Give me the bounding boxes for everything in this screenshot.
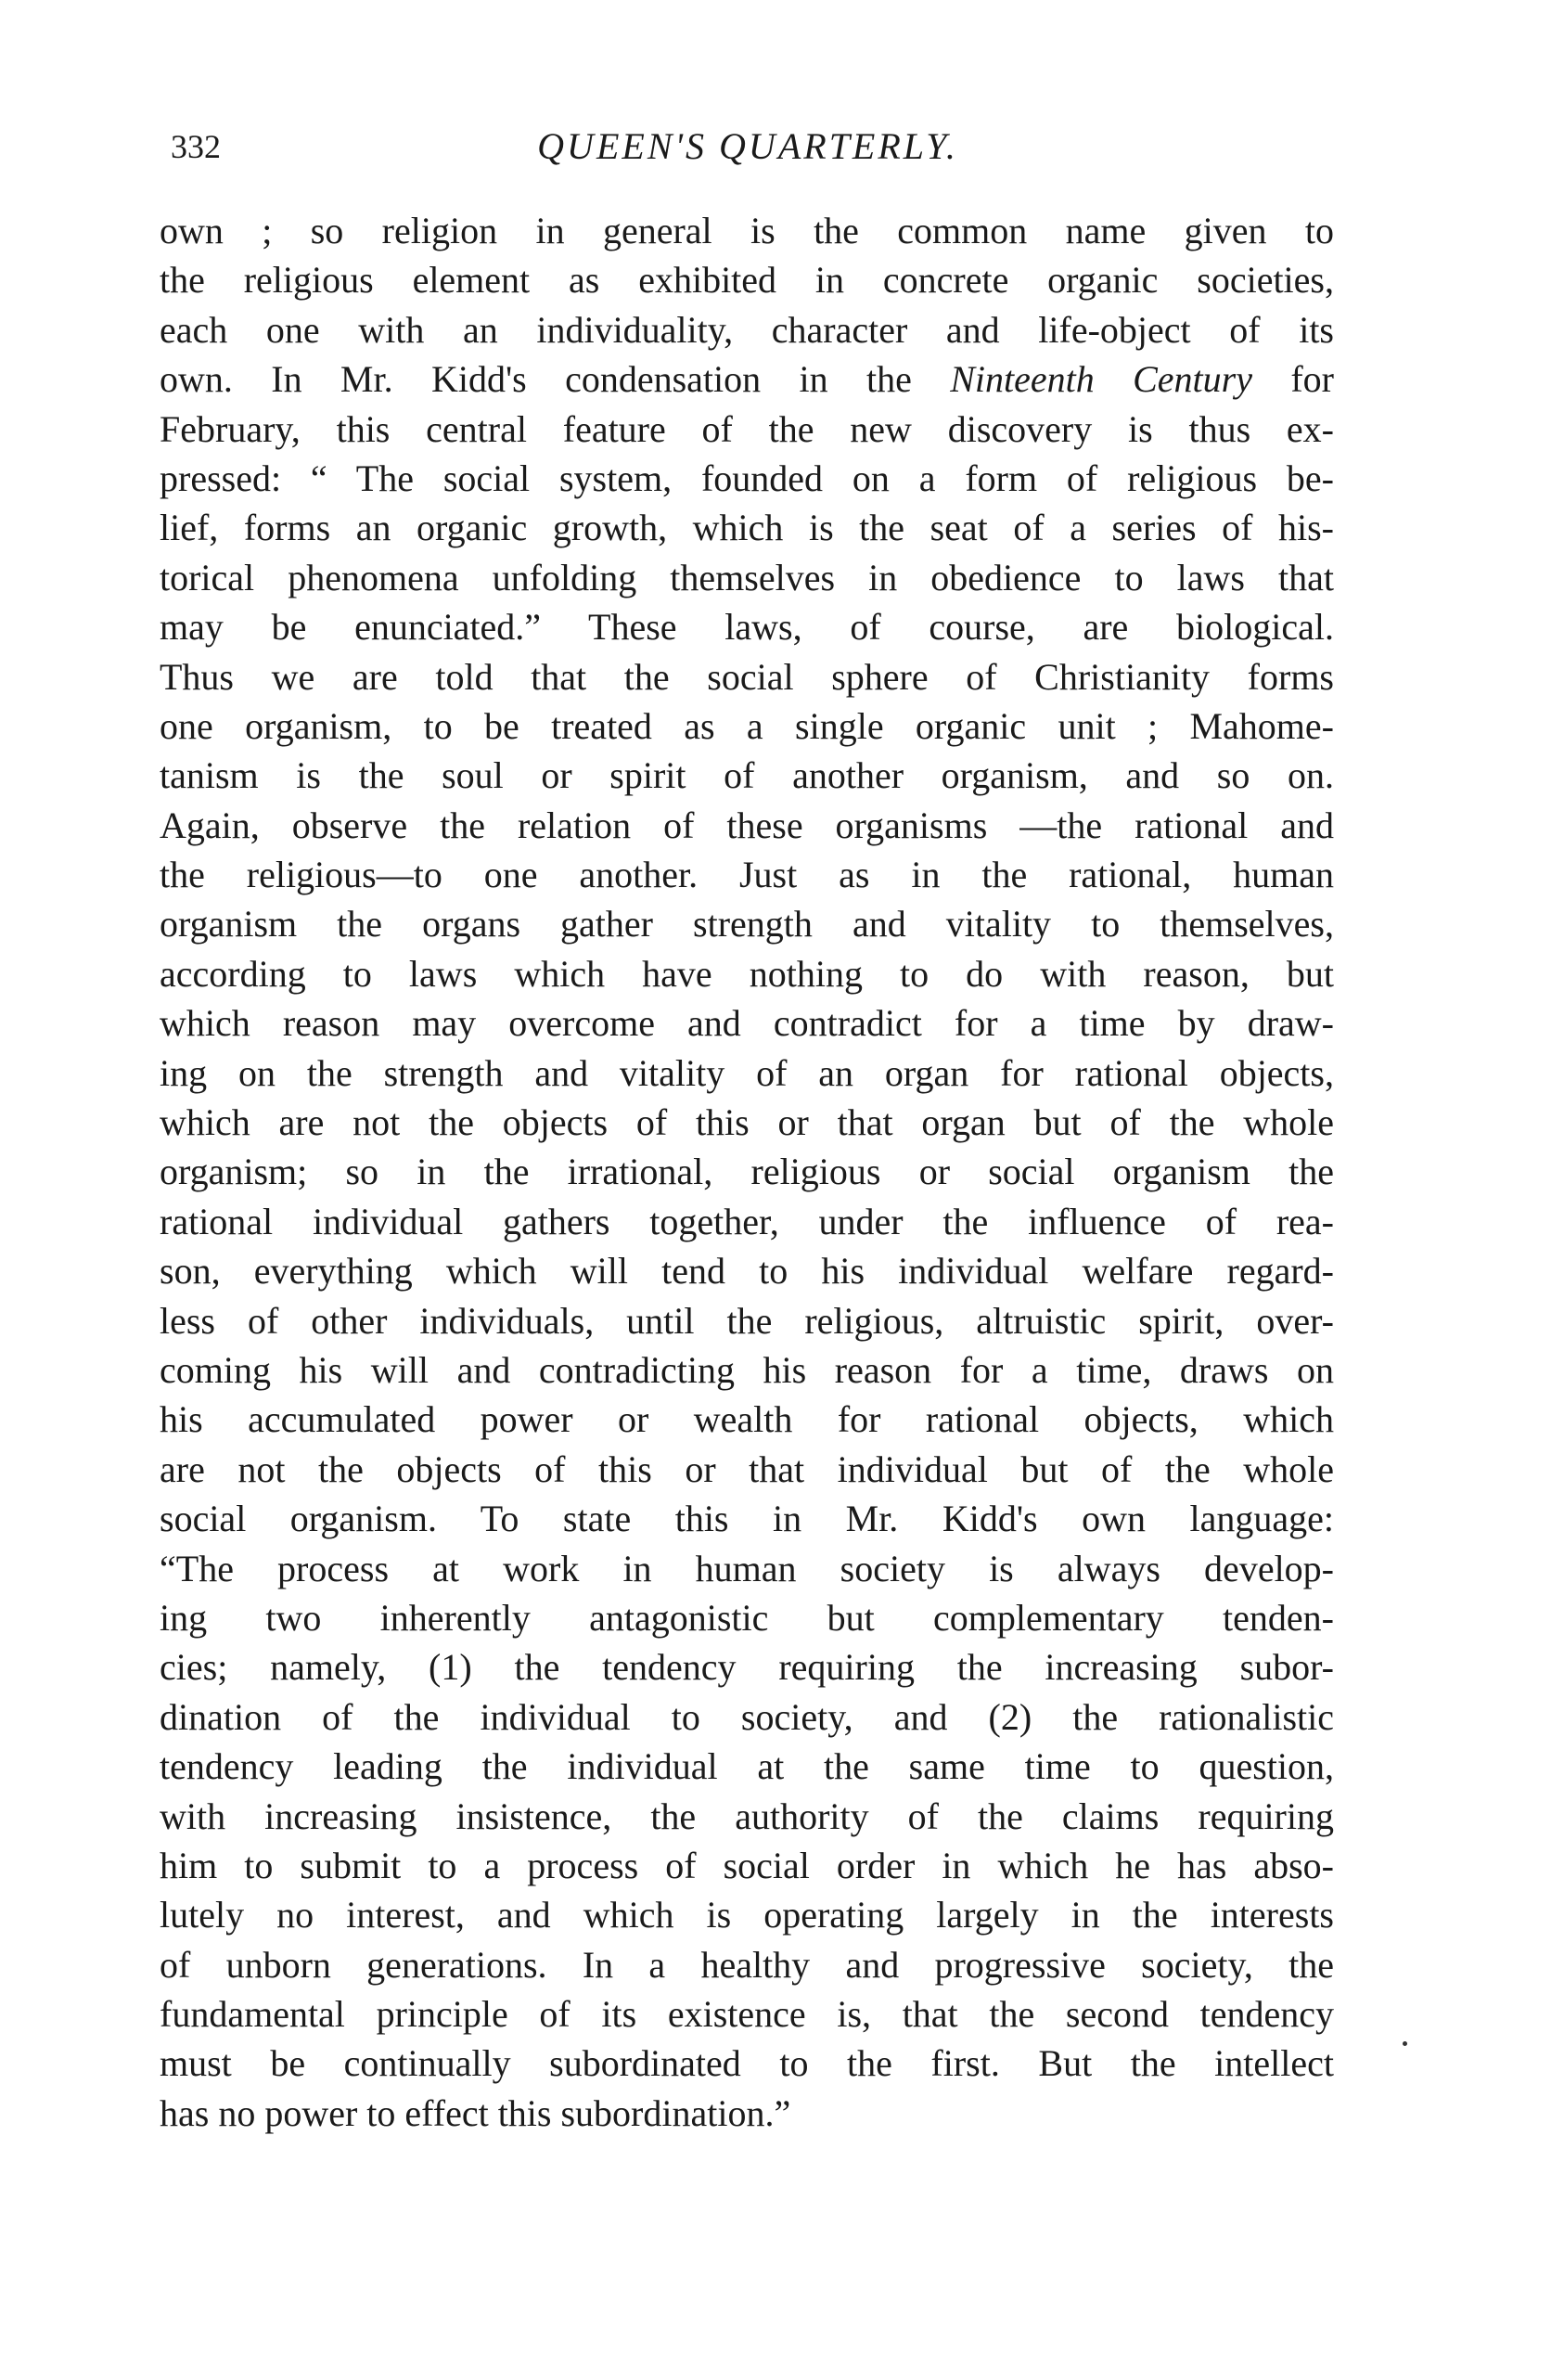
text-line: organism the organs gather strength and vitality to themselves, xyxy=(160,903,1334,946)
text-line: February, this central feature of the new discovery is thus ex- xyxy=(160,407,1334,450)
text-line: each one with an individuality, character and life-object of its xyxy=(160,308,1334,351)
text-line: “The process at work in human society is always develop- xyxy=(160,1547,1334,1589)
text-line: rational individual gathers together, under the influence of rea- xyxy=(160,1200,1334,1242)
text-line: which are not the objects of this or that organ but of the whole xyxy=(160,1101,1334,1144)
text-line: fundamental principle of its existence is, that the second tendency xyxy=(160,1993,1334,2036)
text-line: Thus we are told that the social sphere of Christianity forms xyxy=(160,655,1334,698)
text-line xyxy=(160,354,1334,404)
text-line: has no power to effect this subordination.” xyxy=(160,2091,791,2134)
text-line: son, everything which will tend to his individual welfare regard- xyxy=(160,1250,1334,1293)
text-line: tendency leading the individual at the same time to question, xyxy=(160,1745,1334,1788)
text-line: dination of the individual to society, and (2) the rationalistic xyxy=(160,1695,1334,1738)
text-line: with increasing insistence, the authority of the claims requiring xyxy=(160,1795,1334,1837)
text-line: must be continually subordinated to the first. But the intellect xyxy=(160,2042,1334,2085)
text-line: coming his will and contradicting his reason for a time, draws on xyxy=(160,1348,1334,1391)
text-line: lutely no interest, and which is operating largely in the interests xyxy=(160,1894,1334,1936)
text-line: less of other individuals, until the religious, altruistic spirit, over- xyxy=(160,1299,1334,1342)
text-line: his accumulated power or wealth for rational objects, which xyxy=(160,1398,1334,1441)
text-line: pressed: “ The social system, founded on a form of religious be- xyxy=(160,457,1334,499)
text-line: may be enunciated.” These laws, of course, are biological. xyxy=(160,606,1334,649)
text-line: tanism is the soul or spirit of another organism, and so on. xyxy=(160,754,1334,797)
text-line: social organism. To state this in Mr. Kidd's own language: xyxy=(160,1498,1334,1540)
text-line: cies; namely, (1) the tendency requiring the increasing subor- xyxy=(160,1646,1334,1689)
text-line: of unborn generations. In a healthy and progressive society, the xyxy=(160,1943,1334,1986)
page-header xyxy=(158,119,1338,174)
text-line: lief, forms an organic growth, which is the seat of a series of his- xyxy=(160,507,1334,549)
text-line: him to submit to a process of social order in which he has abso- xyxy=(160,1844,1334,1886)
text-line: the religious element as exhibited in concrete organic societies, xyxy=(160,259,1334,302)
text-line: one organism, to be treated as a single organic unit ; Mahome- xyxy=(160,704,1334,747)
text-line: the religious—to one another. Just as in the rational, human xyxy=(160,854,1334,896)
text-line: organism; so in the irrational, religious or social organism the xyxy=(160,1151,1334,1193)
text-line: own ; so religion in general is the common name given to xyxy=(160,210,1334,251)
italic-title: Ninteenth Century xyxy=(950,358,1252,401)
text-line: which reason may overcome and contradict for a time by draw- xyxy=(160,1002,1334,1045)
text-segment: own. In Mr. Kidd's condensation in the xyxy=(160,358,951,401)
text-line: torical phenomena unfolding themselves in obedience to laws that xyxy=(160,556,1334,598)
page-number: 332 xyxy=(171,128,221,165)
body-paragraph xyxy=(160,206,1334,2138)
running-head: QUEEN'S QUARTERLY. xyxy=(537,125,958,167)
text-segment: for xyxy=(1252,358,1335,401)
text-line: ing on the strength and vitality of an organ for rational objects, xyxy=(160,1051,1334,1094)
print-speck xyxy=(1403,2041,1407,2046)
text-line: according to laws which have nothing to do with reason, but xyxy=(160,952,1334,995)
text-line: Again, observe the relation of these organisms —the rational and xyxy=(160,804,1334,846)
text-line: are not the objects of this or that individual but of the whole xyxy=(160,1447,1334,1490)
text-line: ing two inherently antagonistic but complementary tenden- xyxy=(160,1596,1334,1639)
